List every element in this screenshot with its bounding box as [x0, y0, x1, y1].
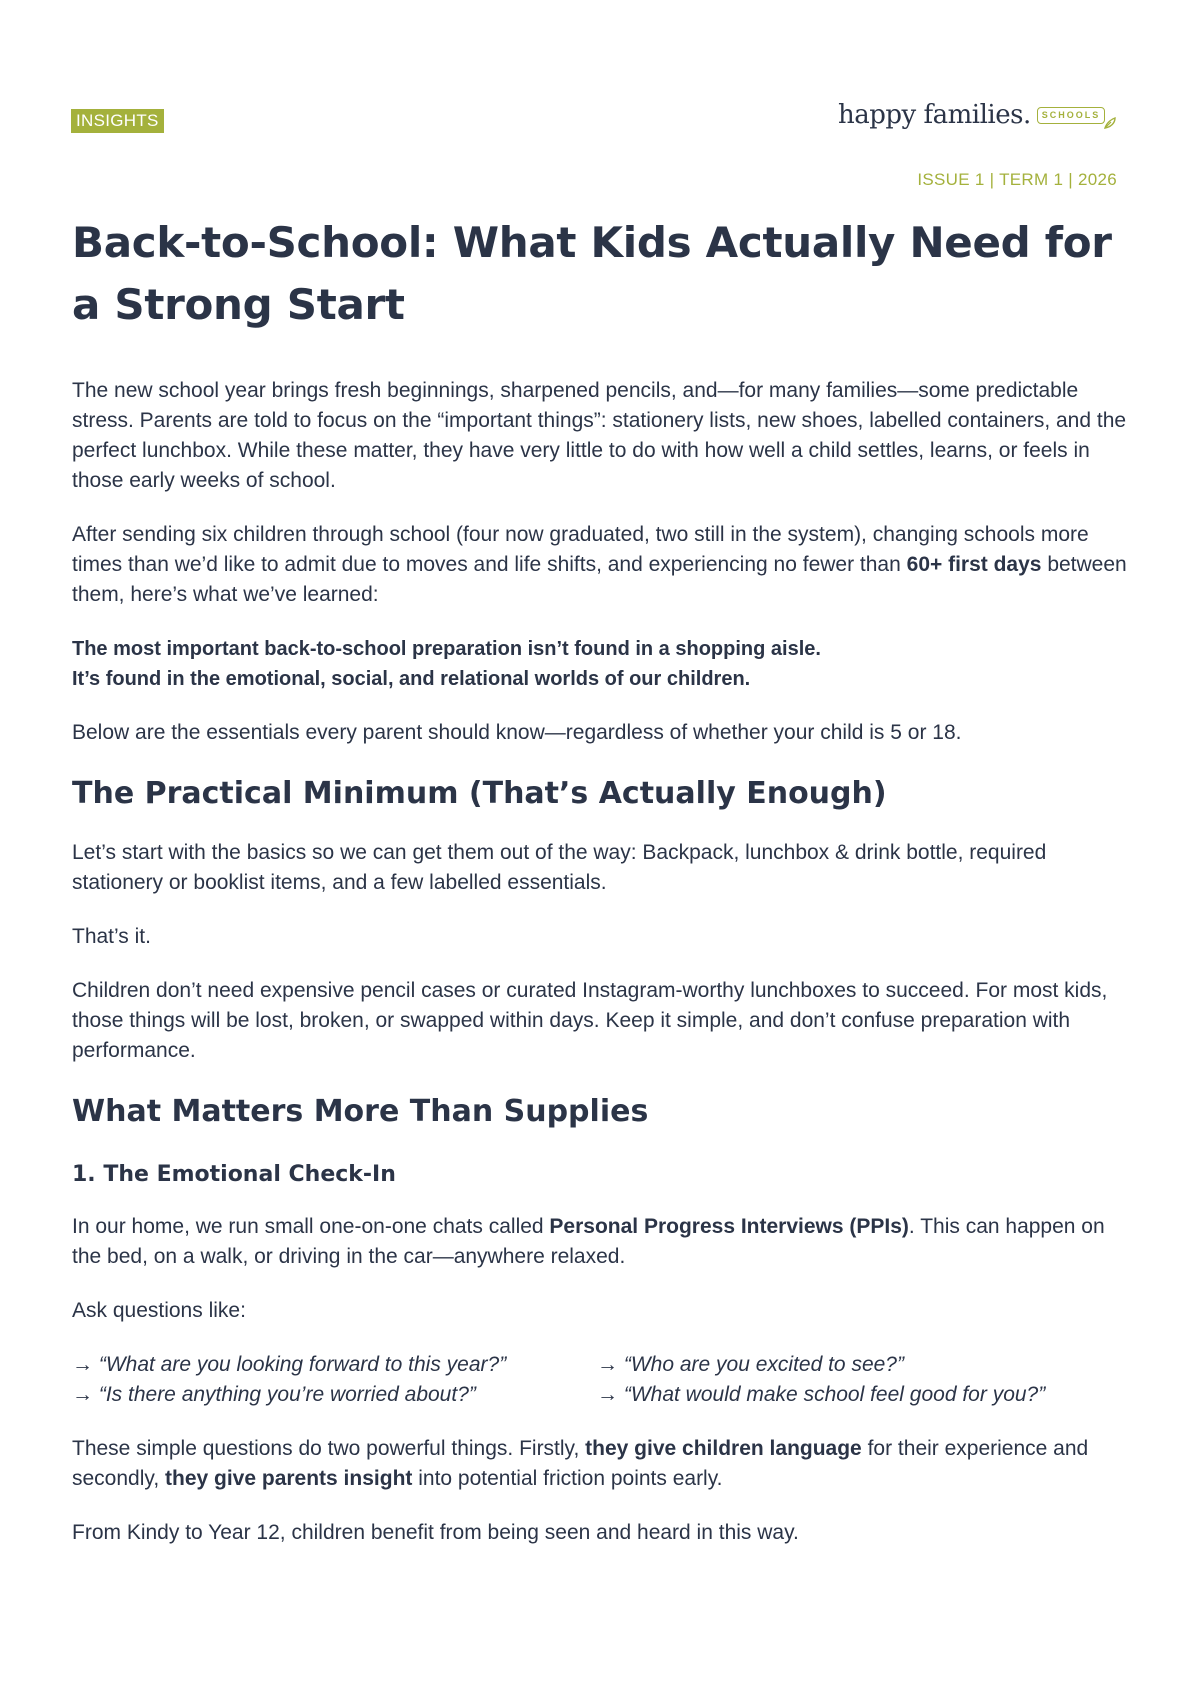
intro-p2-text-b: between them, here’s what we’ve learned: [72, 553, 1127, 606]
checkin-p3-text-c: into potential friction points early. [412, 1467, 723, 1490]
intro-paragraph-1: The new school year brings fresh beginnings, sharpened pencils, and—for many families—some predictable stress. Parents are told to focus on the “important things”: stationery lists, new shoes, labelled containers, and the perfect lunchbox. While these matter, they have very little to do with how well a child settles, learns, or feels in those early weeks of school. [72, 379, 1127, 492]
intro-p2-bold: 60+ first days [906, 553, 1042, 576]
question-item: → “What would make school feel good for you?” [597, 1383, 1046, 1406]
logo-text: happy families. [838, 100, 1031, 130]
question-item: → “Who are you excited to see?” [597, 1353, 904, 1376]
question-item: → “What are you looking forward to this year?” [72, 1353, 507, 1376]
checkin-p3-bold-1: they give children language [585, 1437, 862, 1460]
section-heading-practical: The Practical Minimum (That’s Actually Enough) [72, 776, 887, 811]
checkin-paragraph-3 [72, 1434, 1132, 1494]
checkin-paragraph-4: From Kindy to Year 12, children benefit from being seen and heard in this way. [72, 1521, 799, 1544]
callout-line-2: It’s found in the emotional, social, and relational worlds of our children. [72, 668, 751, 690]
article [72, 212, 1132, 1572]
section-heading-matters: What Matters More Than Supplies [72, 1094, 649, 1129]
question-item: → “Is there anything you’re worried about?” [72, 1383, 476, 1406]
checkin-p1-bold: Personal Progress Interviews (PPIs) [549, 1215, 909, 1238]
practical-paragraph-3: Children don’t need expensive pencil cases or curated Instagram-worthy lunchboxes to succeed. For most kids, those things will be lost, broken, or swapped within days. Keep it simple, and don’t confuse preparation with performance. [72, 979, 1108, 1062]
issue-line: ISSUE 1 | TERM 1 | 2026 [917, 170, 1117, 189]
insights-tag: INSIGHTS [71, 109, 164, 133]
checkin-paragraph-2: Ask questions like: [72, 1299, 246, 1322]
intro-p2-text-a: After sending six children through school (four now graduated, two still in the system), changing schools more times than we’d like to admit due to moves and life shifts, and experiencing no fewer than [72, 523, 1089, 576]
checkin-p1-text-b: . This can happen on the bed, on a walk, or driving in the car—anywhere relaxed. [72, 1215, 1105, 1268]
callout-line-1: The most important back-to-school preparation isn’t found in a shopping aisle. [72, 638, 821, 660]
subheading-emotional-check-in: 1. The Emotional Check-In [72, 1162, 396, 1187]
happy-families-logo [838, 100, 1117, 130]
callout [72, 634, 1132, 694]
leaf-icon [1103, 116, 1117, 130]
checkin-p3-text-a: These simple questions do two powerful things. Firstly, [72, 1437, 586, 1460]
checkin-p3-bold-2: they give parents insight [165, 1467, 413, 1490]
intro-paragraph-3: Below are the essentials every parent should know—regardless of whether your child is 5 or 18. [72, 721, 962, 744]
question-list [72, 1350, 1132, 1410]
logo-schools-badge: SCHOOLS [1037, 107, 1106, 124]
intro-paragraph-2 [72, 520, 1132, 610]
checkin-paragraph-1 [72, 1212, 1132, 1272]
checkin-p3-text-b: for their experience and secondly, [72, 1437, 1089, 1490]
article-title: Back-to-School: What Kids Actually Need for a Strong Start [72, 218, 1112, 329]
practical-paragraph-1: Let’s start with the basics so we can get them out of the way: Backpack, lunchbox & drink bottle, required stationery or booklist items, and a few labelled essentials. [72, 841, 1047, 894]
checkin-p1-text-a: In our home, we run small one-on-one chats called [72, 1215, 550, 1238]
practical-paragraph-2: That’s it. [72, 925, 151, 948]
